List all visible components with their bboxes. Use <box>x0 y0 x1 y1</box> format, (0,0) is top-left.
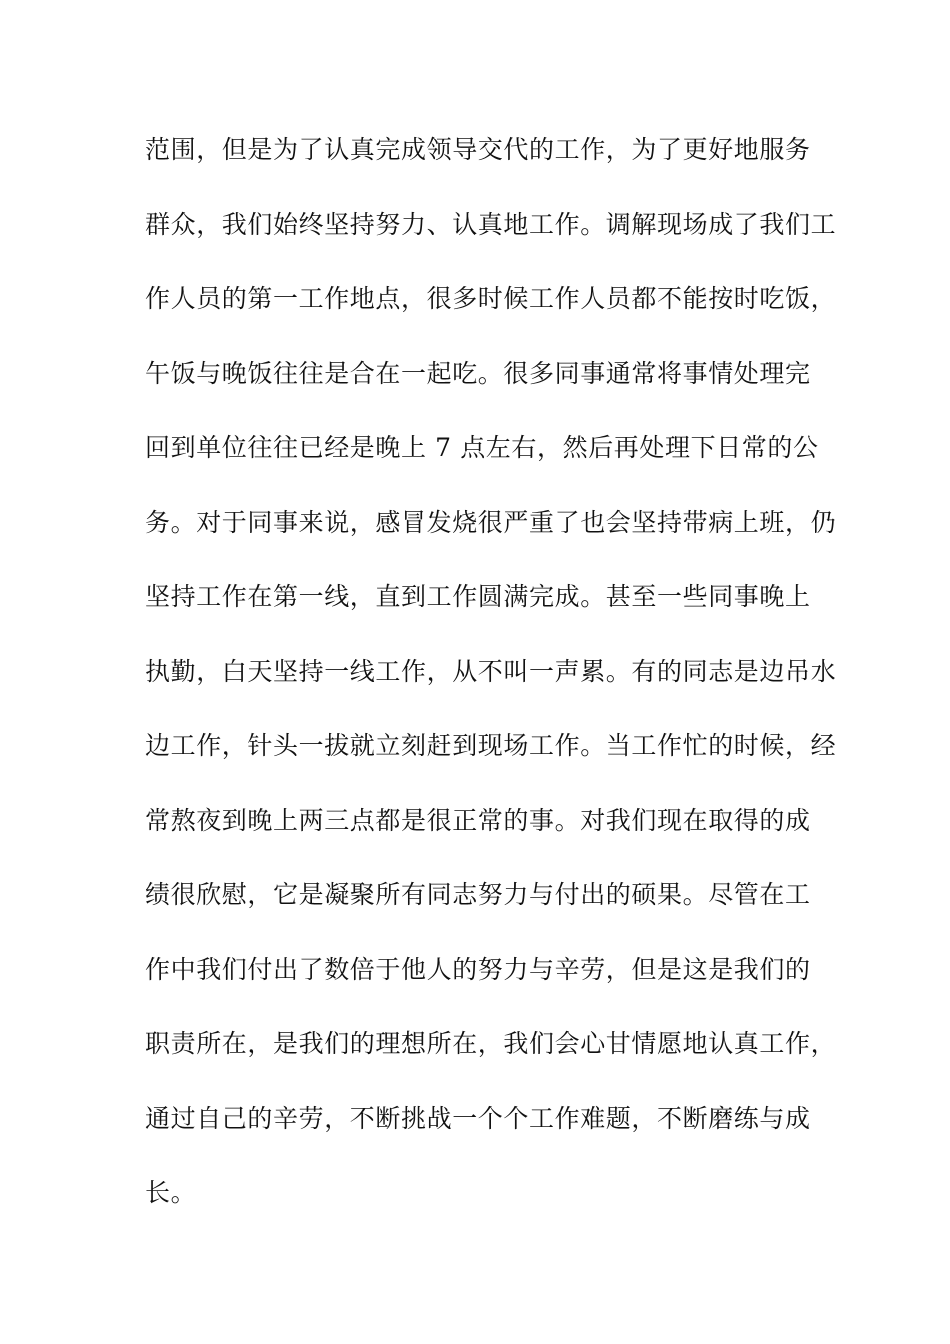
text-line-7: 坚持工作在第一线，直到工作圆满完成。甚至一些同事晚上 <box>145 582 811 611</box>
text-line-8: 执勤，白天坚持一线工作，从不叫一声累。有的同志是边吊水 <box>145 656 837 686</box>
text-line-6: 务。对于同事来说，感冒发烧很严重了也会坚持带病上班，仍 <box>145 507 837 537</box>
text-line-11: 绩很欣慰，它是凝聚所有同志努力与付出的硕果。尽管在工 <box>145 880 811 909</box>
text-line-15: 长。 <box>145 1178 197 1207</box>
text-line-3: 作人员的第一工作地点，很多时候工作人员都不能按时吃饭， <box>145 284 837 313</box>
text-line-10: 常熬夜到晚上两三点都是很正常的事。对我们现在取得的成 <box>145 805 811 835</box>
text-line-12: 作中我们付出了数倍于他人的努力与辛劳，但是这是我们的 <box>145 954 811 984</box>
text-line-13: 职责所在，是我们的理想所在，我们会心甘情愿地认真工作， <box>145 1029 837 1058</box>
body-paragraph <box>145 128 837 1246</box>
text-line-14: 通过自己的辛劳，不断挑战一个个工作难题，不断磨练与成 <box>145 1103 811 1133</box>
text-line-2: 群众，我们始终坚持努力、认真地工作。调解现场成了我们工 <box>145 209 837 239</box>
text-line-1: 范围，但是为了认真完成领导交代的工作，为了更好地服务 <box>145 135 811 164</box>
text-line-9: 边工作，针头一拔就立刻赶到现场工作。当工作忙的时候，经 <box>145 731 837 760</box>
text-line-5: 回到单位往往已经是晚上 7 点左右，然后再处理下日常的公 <box>145 433 819 462</box>
text-line-4: 午饭与晚饭往往是合在一起吃。很多同事通常将事情处理完 <box>145 358 811 388</box>
